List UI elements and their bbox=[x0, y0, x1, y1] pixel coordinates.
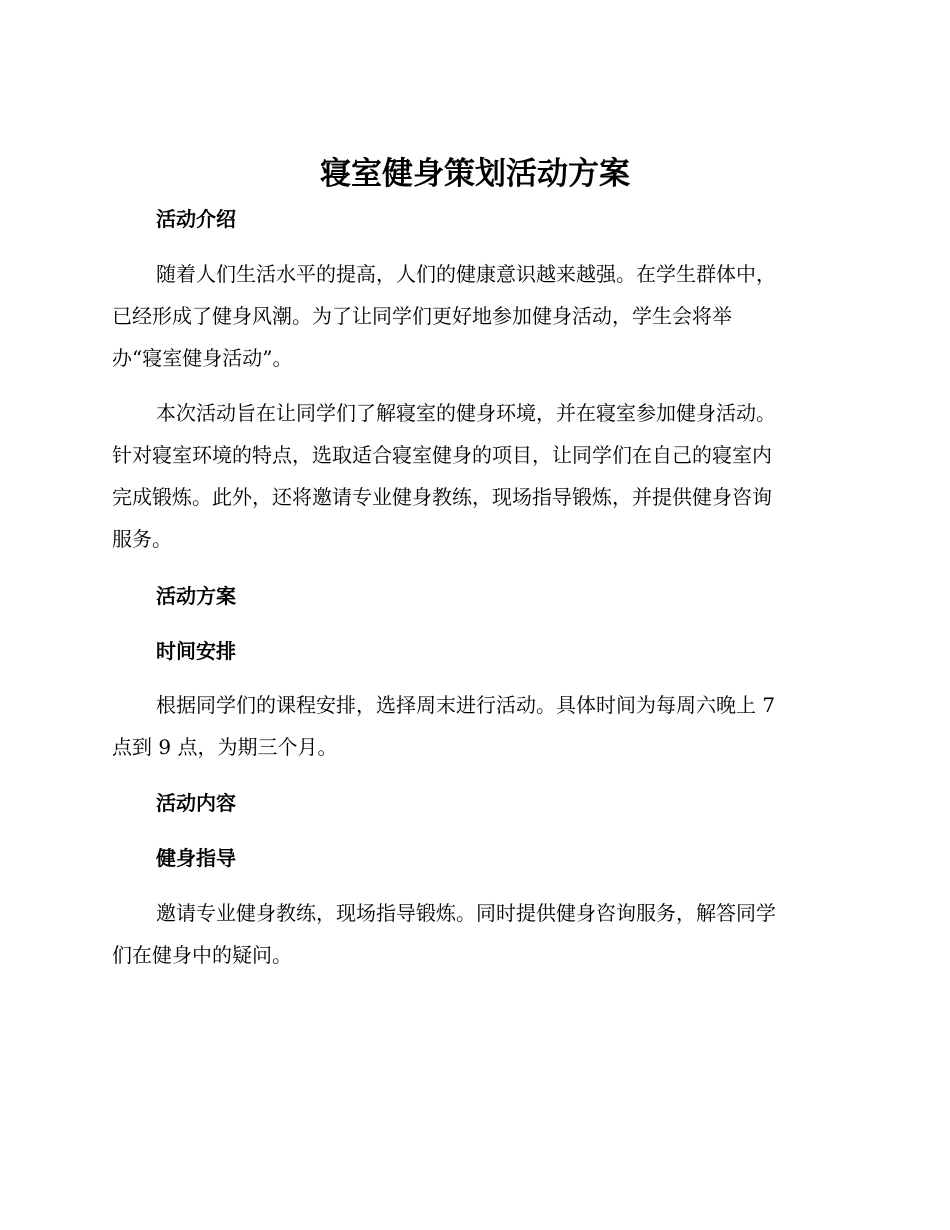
paragraph-line: 完成锻炼。此外，还将邀请专业健身教练，现场指导锻炼，并提供健身咨询 bbox=[112, 485, 772, 509]
paragraph-line: 们在健身中的疑问。 bbox=[112, 943, 292, 967]
paragraph-line: 本次活动旨在让同学们了解寝室的健身环境，并在寝室参加健身活动。 bbox=[156, 401, 776, 425]
paragraph-line: 已经形成了健身风潮。为了让同学们更好地参加健身活动，学生会将举 bbox=[112, 304, 732, 328]
paragraph-line: 办“寝室健身活动”。 bbox=[112, 346, 293, 370]
document-title: 寝室健身策划活动方案 bbox=[320, 156, 630, 192]
section-heading-activity-intro: 活动介绍 bbox=[156, 207, 236, 231]
paragraph-intro-1 bbox=[112, 253, 832, 379]
paragraph-line: 点到 9 点，为期三个月。 bbox=[112, 735, 338, 759]
section-heading-activity-content: 活动内容 bbox=[156, 791, 236, 815]
paragraph-line: 针对寝室环境的特点，选取适合寝室健身的项目，让同学们在自己的寝室内 bbox=[112, 443, 772, 467]
paragraph-line: 根据同学们的课程安排，选择周末进行活动。具体时间为每周六晚上 7 bbox=[156, 693, 776, 717]
section-heading-activity-plan: 活动方案 bbox=[156, 584, 236, 608]
paragraph-fitness-guidance bbox=[112, 892, 832, 976]
paragraph-intro-2 bbox=[112, 392, 832, 560]
paragraph-line: 随着人们生活水平的提高，人们的健康意识越来越强。在学生群体中， bbox=[156, 262, 776, 286]
paragraph-line: 服务。 bbox=[112, 527, 172, 551]
section-heading-fitness-guidance: 健身指导 bbox=[156, 846, 236, 870]
section-heading-schedule: 时间安排 bbox=[156, 639, 236, 663]
paragraph-line: 邀请专业健身教练，现场指导锻炼。同时提供健身咨询服务，解答同学 bbox=[156, 901, 776, 925]
paragraph-schedule bbox=[112, 684, 832, 768]
